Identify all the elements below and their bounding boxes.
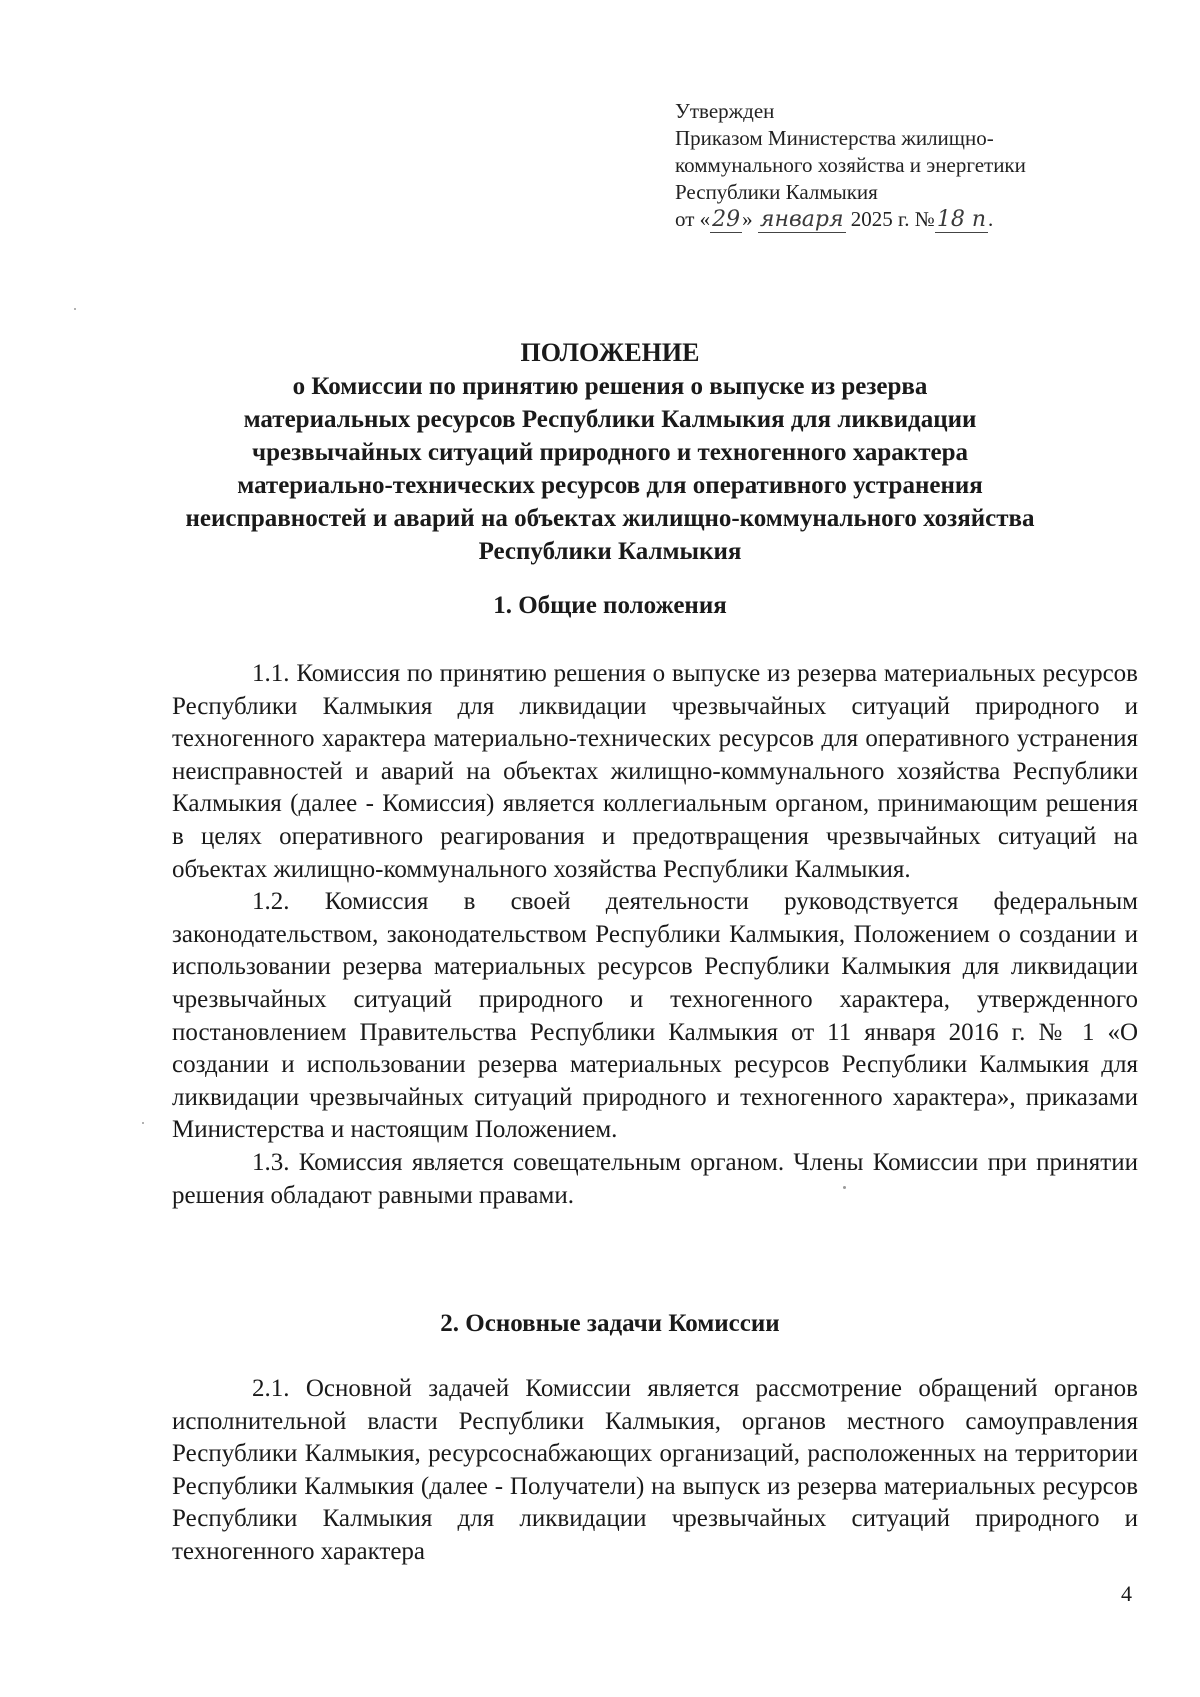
title-line: Республики Калмыкия (478, 538, 742, 565)
section-heading-1: 1. Общие положения (493, 592, 727, 619)
scan-speck (142, 1122, 144, 1124)
title-line: неисправностей и аварий на объектах жилищно-коммунального хозяйства (185, 505, 1035, 532)
date-mid: » (742, 207, 753, 231)
approval-line-4: Республики Калмыкия (675, 180, 878, 204)
title-main: ПОЛОЖЕНИЕ (520, 338, 700, 367)
approval-line-2: Приказом Министерства жилищно- (675, 126, 994, 150)
paragraph-1-1: 1.1. Комиссия по принятию решения о выпуске из резерва материальных ресурсов Республики Калмыкия для ликвидации чрезвычайных ситуаций природного и техногенного характера материально-технических ресурсов для оперативного устранения неисправностей и аварий на объектах жилищно-коммунального хозяйства Республики Калмыкия (далее - Комиссия) является коллегиальным органом, принимающим решения в целях оперативного реагирования и предотвращения чрезвычайных ситуаций на объектах жилищно-коммунального хозяйства Республики Калмыкия. (172, 660, 1138, 883)
approval-line-3: коммунального хозяйства и энергетики (675, 153, 1026, 177)
date-prefix: от « (675, 207, 711, 231)
handwritten-number: 18 п (936, 207, 986, 232)
scan-speck (74, 308, 76, 310)
document-title (150, 336, 1070, 568)
section-1-body (172, 658, 1138, 1212)
handwritten-month: января (759, 207, 844, 232)
title-line: материально-технических ресурсов для оперативного устранения (237, 472, 983, 499)
title-line: материальных ресурсов Республики Калмыкия для ликвидации (243, 406, 977, 433)
paragraph-2-1: 2.1. Основной задачей Комиссии является рассмотрение обращений органов исполнительной власти Республики Калмыкия, органов местного самоуправления Республики Калмыкия, ресурсоснабжающих организаций, расположенных на территории Республики Калмыкия (далее - Получатели) на выпуск из резерва материальных ресурсов Республики Калмыкия для ликвидации чрезвычайных ситуаций природного и техногенного характера (172, 1375, 1138, 1565)
date-year: 2025 г. (850, 207, 910, 231)
handwritten-day: 29 (712, 207, 741, 232)
approval-date-line: от «29» января 2025 г. №18 п. (675, 207, 994, 232)
section-heading-2: 2. Основные задачи Комиссии (440, 1310, 780, 1337)
paragraph-1-2: 1.2. Комиссия в своей деятельности руководствуется федеральным законодательством, законодательством Республики Калмыкия, Положением о создании и использовании резерва материальных ресурсов Республики Калмыкия для ликвидации чрезвычайных ситуаций природного и техногенного характера, утвержденного постановлением Правительства Республики Калмыкия от 11 января 2016 г. № 1 «О создании и использовании резерва материальных ресурсов Республики Калмыкия для ликвидации чрезвычайных ситуаций природного и техногенного характера», приказами Министерства и настоящим Положением. (172, 888, 1138, 1144)
approval-block (675, 98, 1135, 233)
title-line: чрезвычайных ситуаций природного и техногенного характера (252, 439, 968, 466)
section-2-body (172, 1373, 1138, 1569)
paragraph-1-3: 1.3. Комиссия является совещательным органом. Члены Комиссии при принятии решения обладают равными правами. (172, 1148, 1138, 1209)
scan-speck (843, 1186, 846, 1189)
title-line: о Комиссии по принятию решения о выпуске из резерва (292, 373, 928, 400)
page-number: 4 (1121, 1581, 1132, 1606)
number-prefix: № (914, 207, 935, 231)
approval-line-1: Утвержден (675, 99, 775, 123)
